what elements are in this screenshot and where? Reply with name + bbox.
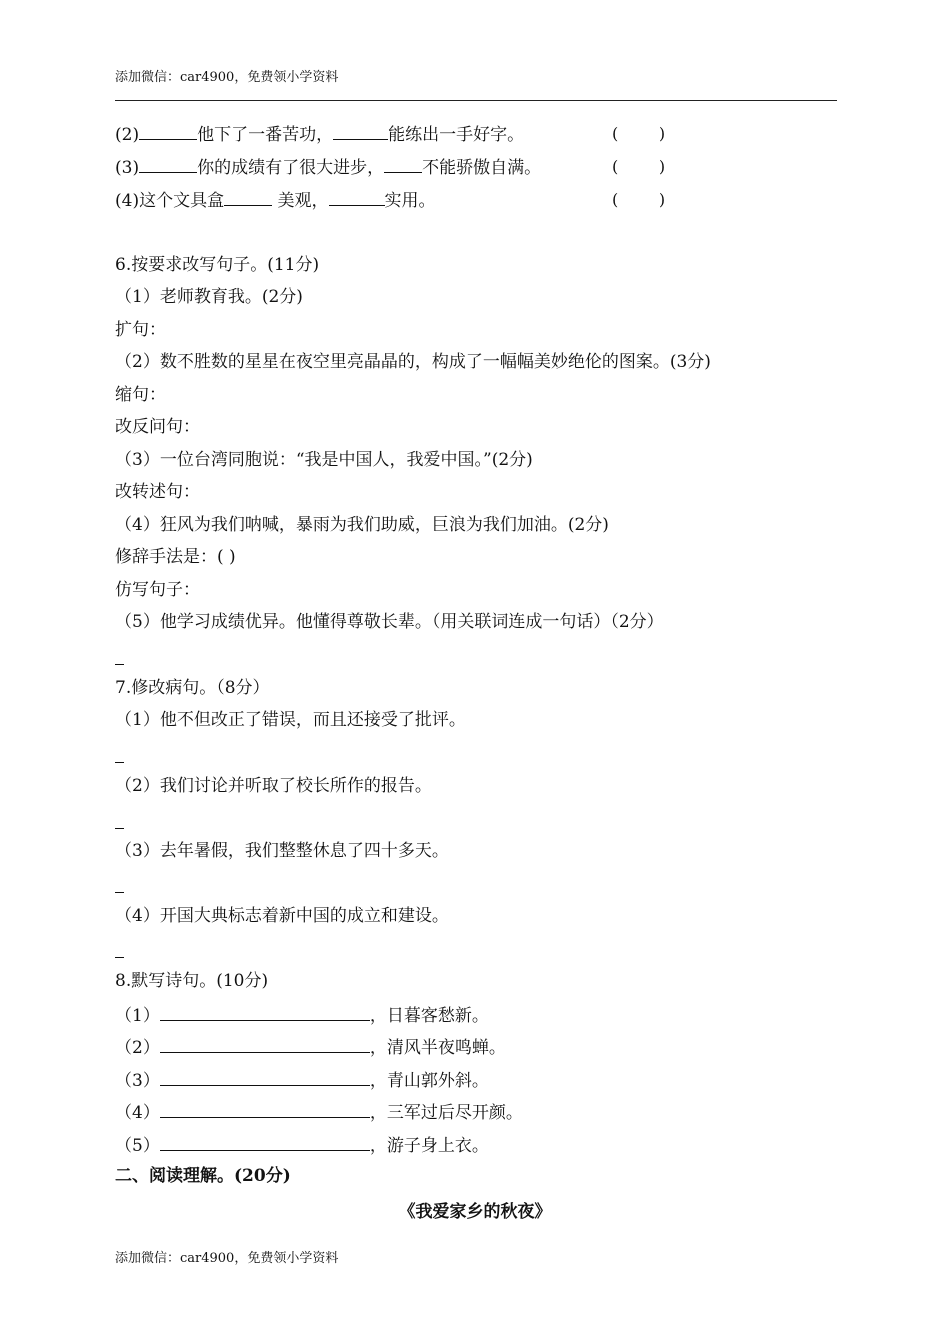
poem-blank[interactable] — [160, 1035, 370, 1053]
q7-item: （2）我们讨论并听取了校长所作的报告。 — [115, 776, 432, 796]
q6-line: 改转述句： — [115, 482, 200, 502]
poem-blank[interactable] — [160, 1068, 370, 1086]
q8-item: （5） ，游子身上衣。 — [115, 1133, 489, 1157]
q6-line: 修辞手法是：( ) — [115, 547, 236, 567]
answer-blank[interactable] — [384, 155, 422, 173]
q7-item: （1）他不但改正了错误，而且还接受了批评。 — [115, 710, 466, 730]
page-header: 添加微信：car4900，免费领小学资料 — [115, 70, 339, 85]
answer-blank[interactable] — [224, 188, 272, 206]
reading-title: 《我爱家乡的秋夜》 — [398, 1202, 552, 1222]
q6-line: （4）狂风为我们呐喊，暴雨为我们助威，巨浪为我们加油。(2分) — [115, 515, 609, 535]
poem-blank[interactable] — [160, 1133, 370, 1151]
q8-title: 8.默写诗句。(10分) — [115, 971, 269, 991]
q6-line: 缩句： — [115, 385, 166, 405]
q5-paren-2[interactable]: ( ) — [612, 124, 666, 143]
answer-blank[interactable] — [329, 188, 385, 206]
section-title: 二、阅读理解。(20分) — [115, 1166, 291, 1186]
q8-item: （3） ，青山郭外斜。 — [115, 1068, 489, 1092]
answer-line[interactable] — [115, 762, 124, 763]
q7-title: 7.修改病句。（8分） — [115, 678, 270, 698]
header-rule — [115, 100, 837, 101]
q6-line: （1）老师教育我。(2分) — [115, 287, 303, 307]
q6-title: 6.按要求改写句子。(11分) — [115, 255, 320, 275]
q8-item: （4） ，三军过后尽开颜。 — [115, 1100, 523, 1124]
q6-line: （3）一位台湾同胞说：“我是中国人，我爱中国。”(2分) — [115, 450, 533, 470]
q5-item-2: (2) 他下了一番苦功， 能练出一手好字。 — [115, 122, 524, 146]
q7-item: （3）去年暑假，我们整整休息了四十多天。 — [115, 841, 449, 861]
answer-line[interactable] — [115, 664, 124, 665]
q6-line: 仿写句子： — [115, 580, 200, 600]
q8-item: （2） ，清风半夜鸣蝉。 — [115, 1035, 506, 1059]
answer-blank[interactable] — [139, 155, 197, 173]
poem-blank[interactable] — [160, 1003, 370, 1021]
q5-item-3: (3) 你的成绩有了很大进步， 不能骄傲自满。 — [115, 155, 541, 179]
q5-paren-3[interactable]: ( ) — [612, 157, 666, 176]
page-footer: 添加微信：car4900，免费领小学资料 — [115, 1251, 339, 1266]
q6-line: 扩句： — [115, 320, 166, 340]
q6-line: （2）数不胜数的星星在夜空里亮晶晶的，构成了一幅幅美妙绝伦的图案。(3分) — [115, 352, 711, 372]
answer-line[interactable] — [115, 892, 124, 893]
answer-line[interactable] — [115, 828, 124, 829]
answer-line[interactable] — [115, 957, 124, 958]
poem-blank[interactable] — [160, 1100, 370, 1118]
q5-paren-4[interactable]: ( ) — [612, 190, 666, 209]
q7-item: （4）开国大典标志着新中国的成立和建设。 — [115, 906, 449, 926]
q6-line: （5）他学习成绩优异。他懂得尊敬长辈。（用关联词连成一句话）（2分） — [115, 612, 664, 632]
q8-item: （1） ，日暮客愁新。 — [115, 1003, 489, 1027]
q6-line: 改反问句： — [115, 417, 200, 437]
q5-item-4: (4)这个文具盒 美观， 实用。 — [115, 188, 436, 212]
answer-blank[interactable] — [139, 122, 197, 140]
answer-blank[interactable] — [333, 122, 388, 140]
